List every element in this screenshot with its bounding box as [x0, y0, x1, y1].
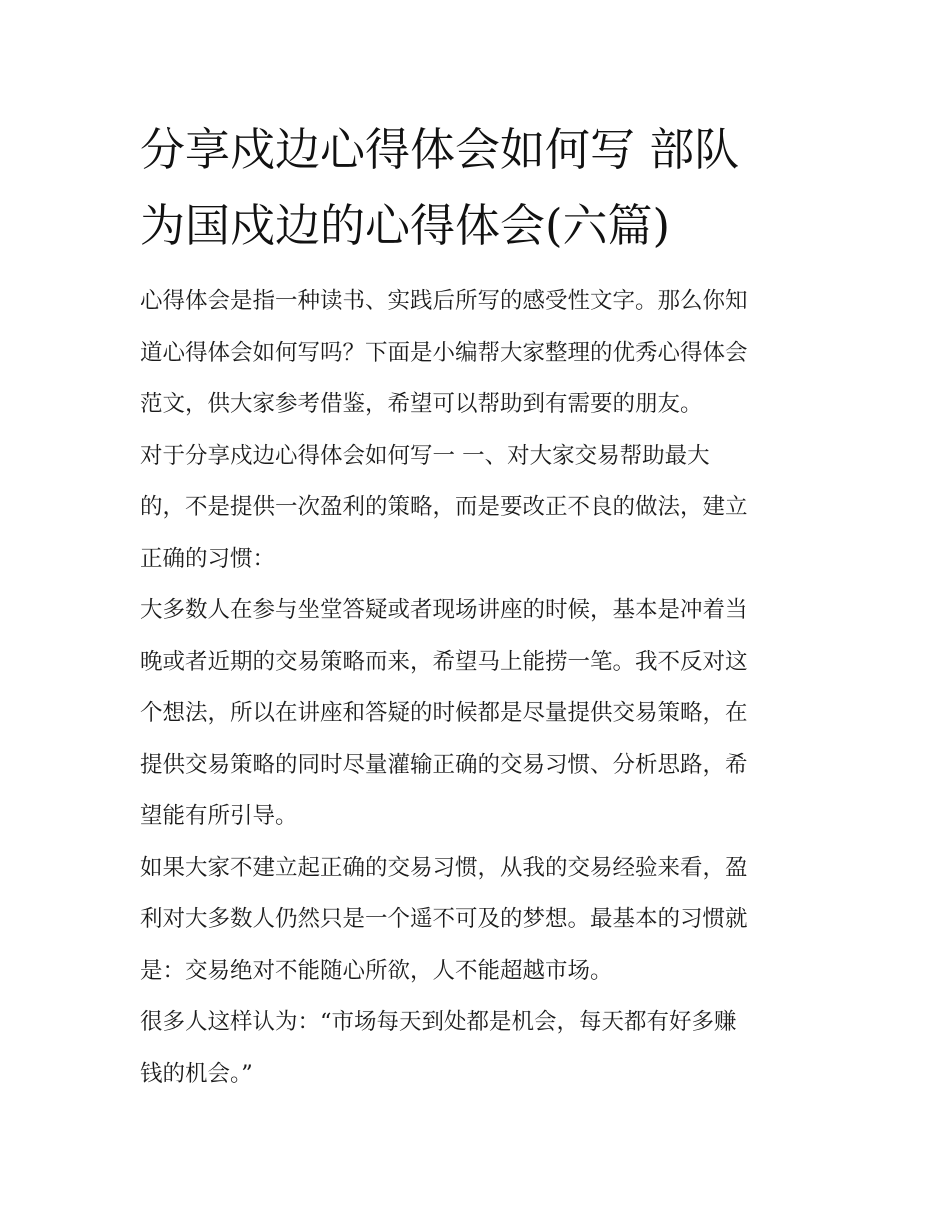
text-line: 晚或者近期的交易策略而来，希望马上能捞一笔。我不反对这 [140, 648, 748, 675]
title-line: 分享戍边心得体会如何写 部队 [140, 123, 740, 176]
document-title [140, 112, 840, 264]
paragraph-habits [140, 843, 820, 998]
paragraph-market-quote [140, 997, 820, 1100]
text-line: 范文，供大家参考借鉴，希望可以帮助到有需要的朋友。 [140, 391, 703, 417]
text-line: 大多数人在参与坐堂答疑或者现场讲座的时候，基本是冲着当 [140, 597, 748, 623]
text-line: 心得体会是指一种读书、实践后所写的感受性文字。那么你知 [140, 288, 748, 314]
text-line: 很多人这样认为：“市场每天到处都是机会，每天都有好多赚 [140, 1009, 737, 1035]
text-line: 钱的机会。” [140, 1060, 253, 1087]
paragraph-lectures [140, 585, 820, 843]
text-line: 利对大多数人仍然只是一个遥不可及的梦想。最基本的习惯就 [140, 906, 748, 932]
document-body [140, 276, 820, 1100]
text-line: 道心得体会如何写吗？下面是小编帮大家整理的优秀心得体会 [140, 339, 748, 366]
text-line: 提供交易策略的同时尽量灌输正确的交易习惯、分析思路，希 [140, 751, 748, 778]
text-line: 个想法，所以在讲座和答疑的时候都是尽量提供交易策略，在 [140, 700, 748, 726]
text-line: 如果大家不建立起正确的交易习惯，从我的交易经验来看，盈 [140, 854, 748, 881]
text-line: 正确的习惯： [140, 545, 276, 572]
text-line: 望能有所引导。 [140, 803, 298, 829]
paragraph-intro [140, 276, 820, 431]
title-line: 为国戍边的心得体会(六篇) [140, 199, 671, 252]
text-line: 的，不是提供一次盈利的策略，而是要改正不良的做法，建立 [140, 494, 748, 520]
text-line: 对于分享戍边心得体会如何写一 一、对大家交易帮助最大 [140, 442, 710, 469]
paragraph-section-one [140, 431, 820, 586]
text-line: 是：交易绝对不能随心所欲，人不能超越市场。 [140, 957, 613, 984]
